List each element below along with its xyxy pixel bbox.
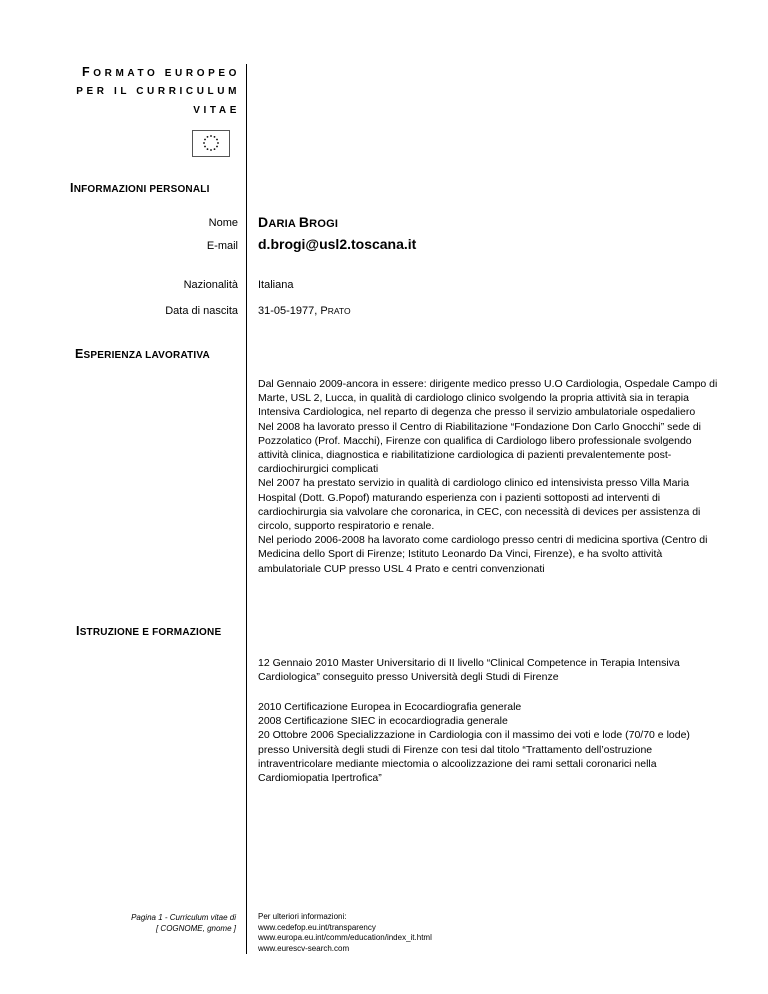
section-experience: ESPERIENZA LAVORATIVA [75,347,210,361]
footer-page-info [60,912,236,934]
title-line-2: PER IL CURRICULUM [76,86,240,97]
experience-text [258,377,718,576]
value-nazionalita: Italiana [258,279,294,291]
label-data-nascita: Data di nascita [165,305,238,317]
column-divider [246,64,247,954]
education-list [258,700,718,785]
education-master: 12 Gennaio 2010 Master Universitario di II livello “Clinical Competence in Terapia Intensiva Cardiologica” conseguito presso Università degli Studi di Firenze [258,657,680,684]
footer-link[interactable]: www.cedefop.eu.int/transparency [258,922,376,932]
value-data-nascita: 31-05-1977, PRATO [258,305,351,317]
title-line-1: FORMATO EUROPEO [82,65,240,79]
section-education: ISTRUZIONE E FORMAZIONE [76,624,222,638]
education-item: 2008 Certificazione SIEC in ecocardiogradia generale [258,715,508,728]
experience-paragraph: Nel 2008 ha lavorato presso il Centro di Riabilitazione “Fondazione Don Carlo Gnocchi” sede di Pozzolatico (Prof. Macchi), Firenze con qualifica di Cardiologo libero professionale svolgendo attività clinica, diagnostica e riabilitatizione cardiologica di pazienti prevalentemente post-cardiochirurgici complicati [258,420,701,476]
section-personal-info: INFORMAZIONI PERSONALI [70,181,210,195]
education-item: 2010 Certificazione Europea in Ecocardiografia generale [258,701,522,713]
footer-info-label: Per ulteriori informazioni: [258,912,347,921]
value-email: d.brogi@usl2.toscana.it [258,236,417,252]
experience-paragraph: Nel periodo 2006-2008 ha lavorato come cardiologo presso centri di medicina sportiva (Centro di Medicina dello Sport di Firenze; Istituto Leonardo Da Vinci, Firenze), e ha svolto attività ambulatoriale CUP presso USL 4 Prato e centri convenzionati [258,534,708,575]
label-email: E-mail [206,240,238,252]
footer-page-line: Pagina 1 - Curriculum vitae di [131,913,236,922]
experience-paragraph: Nel 2007 ha prestato servizio in qualità di cardiologo clinico ed intensivista presso Villa Maria Hospital (Dott. G.Popof) maturando esperienza con i pazienti sottoposti ad interventi di cardiochirurgia sia valvolare che coronarica, in CEC, con necessità di devices per assistenza di circolo, supporto respiratorio e renale. [258,477,701,533]
value-nome: DARIA BROGI [258,214,339,230]
label-nazionalita: Nazionalità [183,279,238,291]
footer-link[interactable]: www.europa.eu.int/comm/education/index_it.html [258,933,432,942]
education-item: 20 Ottobre 2006 Specializzazione in Cardiologia con il massimo dei voti e lode (70/70 e lode) presso Università degli studi di Firenze con tesi dal titolo “Trattamento dell’ostruzione intraventricolare mediante miectomia o alcoolizzazione dei rami settali coronarici nella Cardiomiopatia Ipertrofica” [258,729,690,785]
label-nome: Nome [208,217,238,229]
experience-paragraph: Dal Gennaio 2009-ancora in essere: dirigente medico presso U.O Cardiologia, Ospedale Campo di Marte, USL 2, Lucca, in qualità di cardiologo clinico svolgendo la propria attività sia in terapia Intensiva Cardiologica, nel reparto di degenza che presso il servizio ambulatoriale ospedaliero [258,378,718,419]
footer-links [258,912,432,954]
footer-link[interactable]: www.eurescv-search.com [258,943,350,953]
eu-flag-icon [192,130,230,157]
title-line-3: VITAE [193,105,240,116]
footer-name-placeholder: [ COGNOME, gnome ] [155,924,236,933]
